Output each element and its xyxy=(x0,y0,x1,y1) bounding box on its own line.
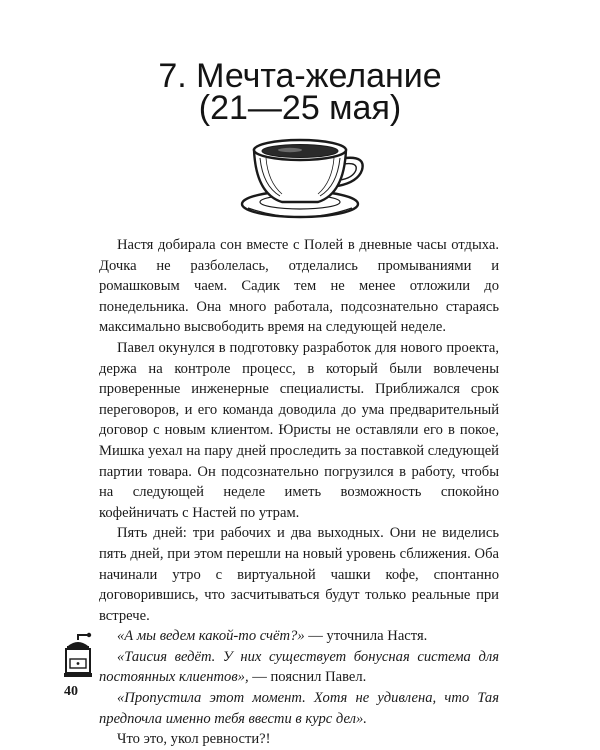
dialogue-quote: «А мы ведем какой-то счёт?» xyxy=(117,628,305,645)
dialogue-attribution: — пояснил Павел. xyxy=(248,669,367,686)
chapter-dates: (21—25 мая) xyxy=(198,89,402,127)
coffee-cup-icon xyxy=(230,128,370,224)
paragraph: Настя добирала сон вместе с Полей в дневные часы отдыха. Дочка не разболелась, отделались промываниями и ромашковым чаем. Садик тем не менее отложили до понедельника. Она много работала, подсознательно стараясь максимально высвободить время на следующей неделе. xyxy=(99,237,499,336)
coffee-grinder-icon xyxy=(60,632,96,678)
dialogue-line xyxy=(99,626,499,647)
page-number: 40 xyxy=(64,684,78,699)
chapter-body xyxy=(99,235,499,750)
paragraph: Пять дней: три рабочих и два выходных. Они не виделись пять дней, при этом перешли на новый уровень сближения. Оба начинали утро с виртуальной чашки кофе, спонтанно договорившись, что засчитываться будут только реальные при встрече. xyxy=(99,525,499,624)
dialogue-line xyxy=(99,647,499,688)
chapter-title: 7. Мечта-желание xyxy=(158,57,442,95)
closing-line: Что это, укол ревности?! xyxy=(117,731,271,748)
paragraph: Павел окунулся в подготовку разработок для нового проекта, держа на контроле процесс, в который были вовлечены проверенные инженерные специалисты. Приближался срок переговоров, и его команда доводила до ума предварительный договор с новым клиентом. Юристы не оставляли его в покое, Мишка уехал на пару дней проследить за поставкой следующей партии товара. Он подсознательно погрузился в работу, чтобы на следующей неделе иметь возможность спокойно кофейничать с Настей по утрам. xyxy=(99,339,499,521)
dialogue-quote: «Таисия ведёт. У них существует бонусная система для постоянных клиентов», xyxy=(99,648,499,686)
dialogue-attribution: — уточнила Настя. xyxy=(304,628,428,645)
message-text: «Пропустила этот момент. Хотя не удивлена, что Тая предпочла именно тебя ввести в курс дел». xyxy=(99,690,499,727)
